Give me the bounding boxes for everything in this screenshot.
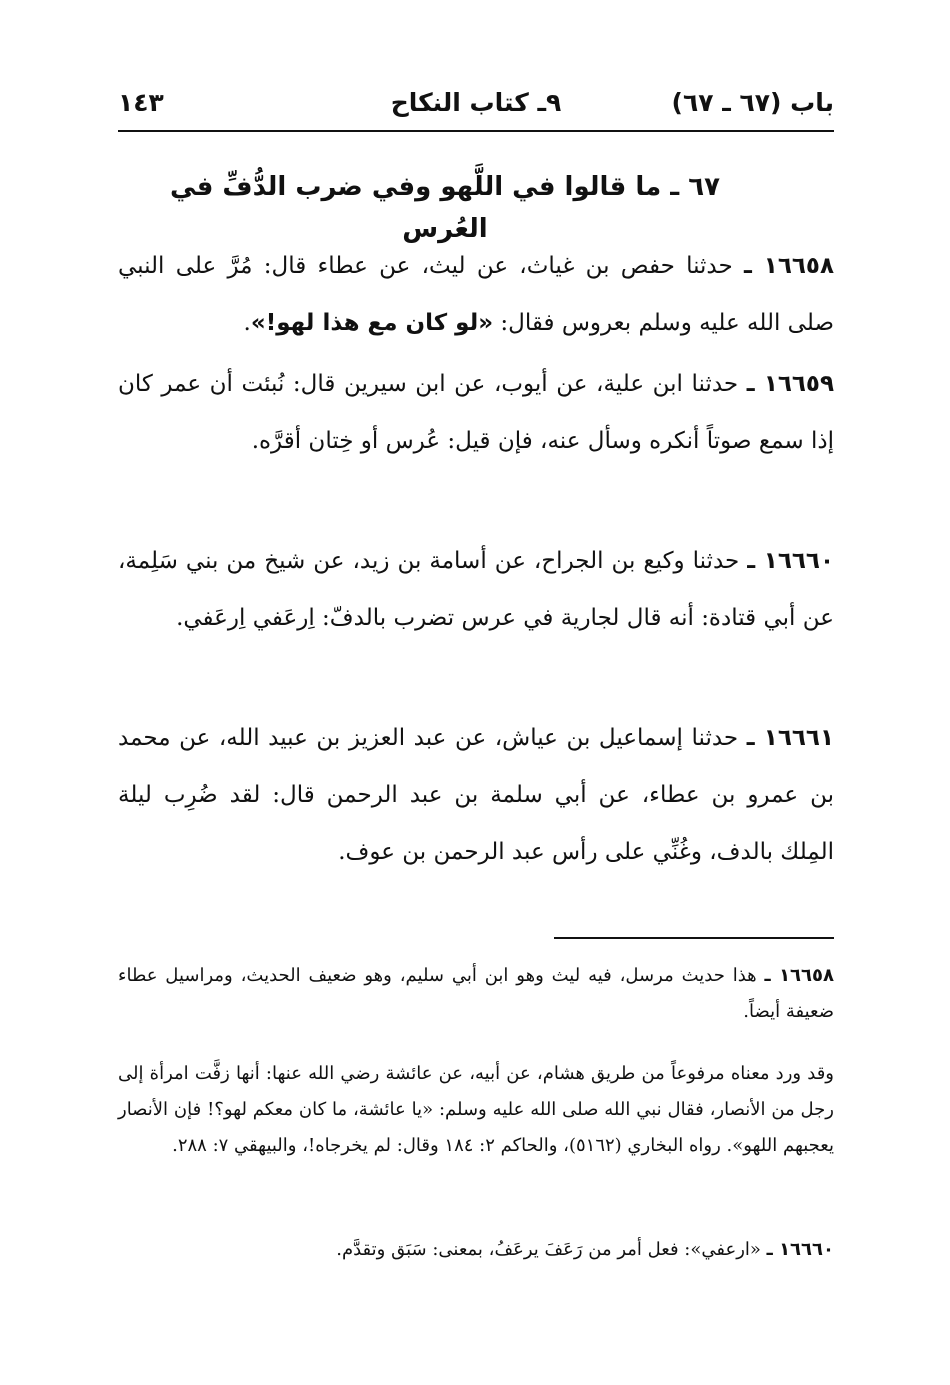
hadith-paragraph	[118, 356, 834, 470]
hadith-paragraph	[118, 533, 834, 647]
hadith-number: ١٦٦٦١ ـ	[746, 725, 834, 751]
book-title: ٩ـ كتاب النكاح	[390, 88, 562, 117]
hadith-number: ١٦٦٥٨ ـ	[743, 253, 834, 279]
footnote-text: هذا حديث مرسل، فيه ليث وهو ابن أبي سليم، وهو ضعيف الحديث، ومراسيل عطاء ضعيفة أيضاً.	[118, 965, 834, 1022]
hadith-text: حدثنا إسماعيل بن عياش، عن عبد العزيز بن عبيد الله، عن محمد بن عمرو بن عطاء، عن أبي سلمة بن عبد الرحمن قال: لقد ضُرِب ليلة المِلك بالدف، وغُنِّي على رأس عبد الرحمن بن عوف.	[118, 725, 834, 865]
hadith-quote: «لو كان مع هذا لهو!»	[250, 310, 494, 336]
chapter-title: ٦٧ ـ ما قالوا في اللَّهو وفي ضرب الدُّفِّ في العُرس	[170, 172, 720, 244]
hadith-number: ١٦٦٥٩ ـ	[746, 371, 835, 397]
footnote	[118, 1056, 834, 1164]
page-number: ١٤٣	[118, 88, 164, 117]
page-header	[118, 78, 834, 128]
hadith-text: حدثنا ابن علية، عن أيوب، عن ابن سيرين قال: نُبئت أن عمر كان إذا سمع صوتاً أنكره وسأل عنه، فإن قيل: عُرس أو خِتان أقرَّه.	[118, 371, 834, 454]
chapter-range: باب (٦٧ ـ ٦٧)	[671, 88, 834, 117]
hadith-paragraph	[118, 238, 834, 352]
hadith-text: حدثنا حفص بن غياث، عن ليث، عن عطاء قال: مُرَّ على النبي صلى الله عليه وسلم بعروس فقال:	[118, 253, 834, 336]
hadith-text: حدثنا وكيع بن الجراح، عن أسامة بن زيد، عن شيخ من بني سَلِمة، عن أبي قتادة: أنه قال لجارية في عرس تضرب بالدفّ: اِرعَفي اِرعَفي.	[118, 548, 834, 631]
footnote-text: وقد ورد معناه مرفوعاً من طريق هشام، عن أبيه، عن عائشة رضي الله عنها: أنها زفَّت امرأة إلى رجل من الأنصار، فقال نبي الله صلى الله عليه وسلم: «يا عائشة، ما كان معكم لهو؟! فإن الأنصار يعجبهم اللهو». رواه البخاري (٥١٦٢)، والحاكم ٢: ١٨٤ وقال: لم يخرجاه!، والبيهقي ٧: ٢٨٨.	[118, 1063, 834, 1156]
header-divider	[118, 130, 834, 132]
footnote-divider	[554, 937, 834, 939]
footnote-text: «ارعفي»: فعل أمر من رَعَفَ يرعَفُ، بمعنى: سَبَق وتقدَّم.	[336, 1239, 767, 1260]
hadith-paragraph	[118, 710, 834, 881]
footnote-number: ١٦٦٥٨ ـ	[764, 965, 834, 986]
footnote-number: ١٦٦٦٠ ـ	[766, 1239, 834, 1260]
hadith-number: ١٦٦٦٠ ـ	[747, 548, 834, 574]
footnote	[118, 958, 834, 1030]
hadith-tail: .	[243, 310, 251, 336]
footnote	[118, 1232, 834, 1268]
